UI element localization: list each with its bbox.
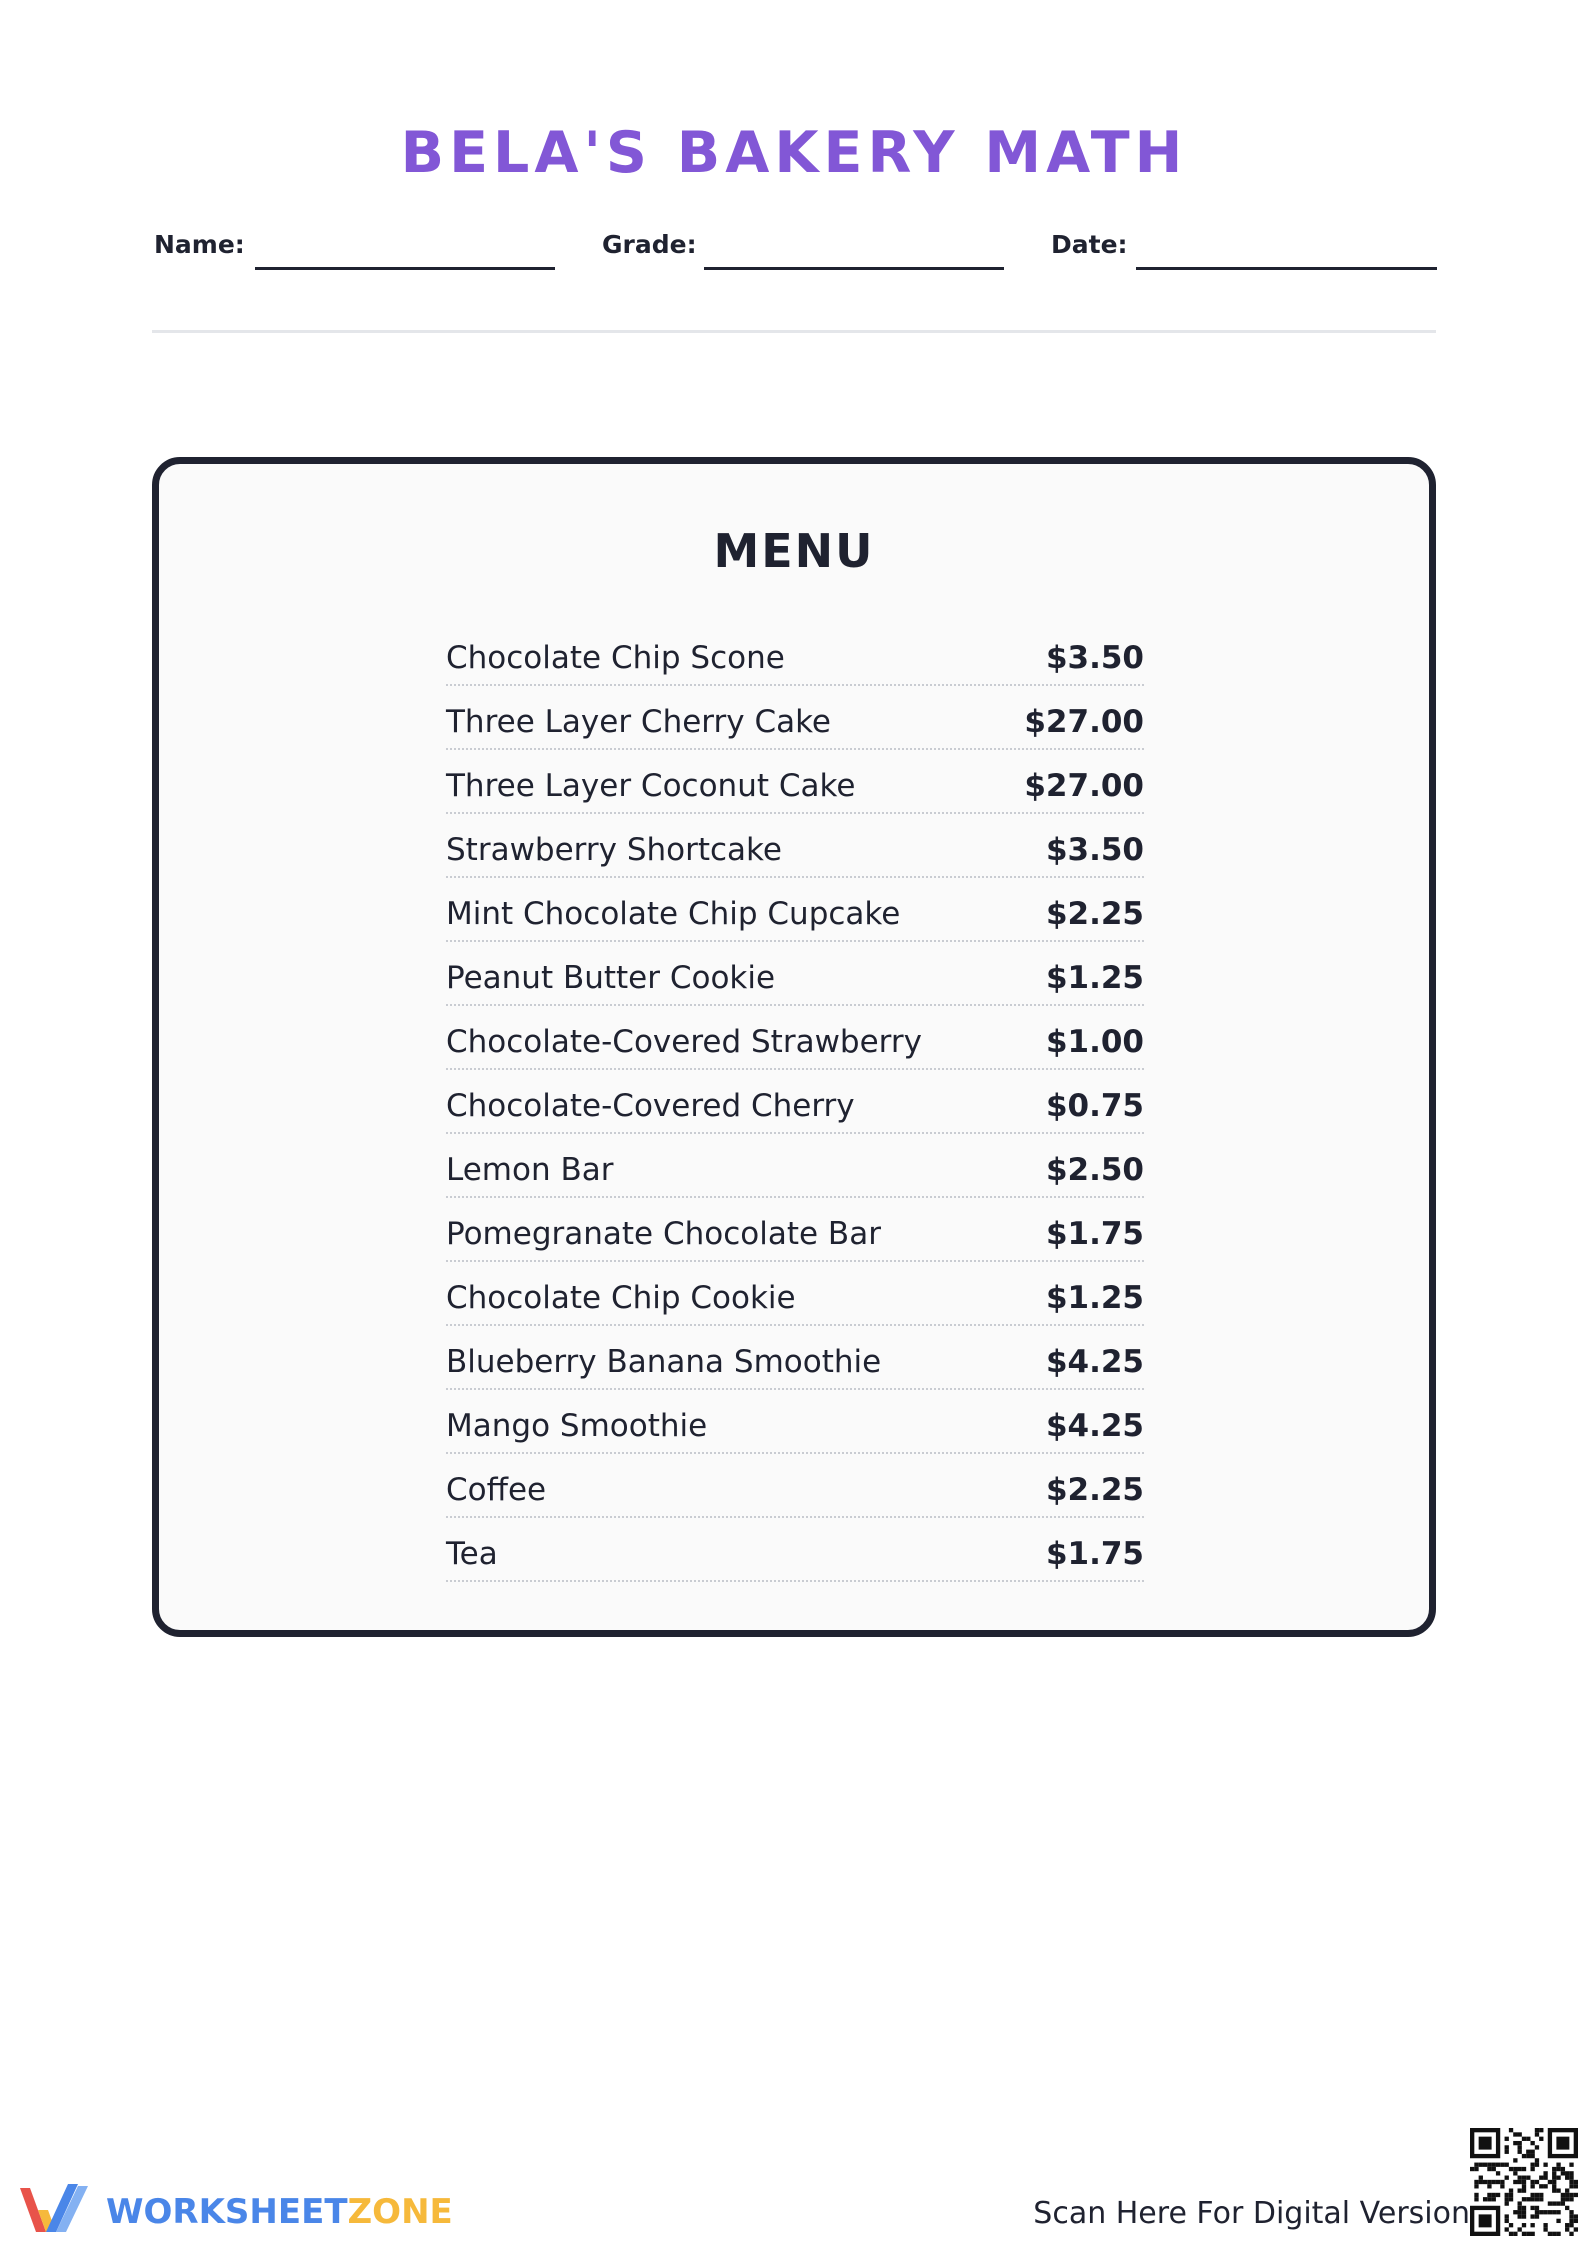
menu-item-name: Strawberry Shortcake xyxy=(446,832,782,868)
menu-item-price: $0.75 xyxy=(1045,1088,1144,1124)
grade-field xyxy=(602,226,1022,270)
name-label: Name: xyxy=(154,230,245,259)
menu-item-price: $27.00 xyxy=(1024,768,1144,804)
menu-item-price: $1.25 xyxy=(1045,1280,1144,1316)
menu-item-name: Three Layer Cherry Cake xyxy=(446,704,832,740)
menu-item-name: Blueberry Banana Smoothie xyxy=(446,1344,882,1380)
menu-item-row xyxy=(446,750,1144,814)
menu-item-row xyxy=(446,622,1144,686)
scan-instruction: Scan Here For Digital Version xyxy=(1033,2196,1470,2231)
logo-word-zone: ZONE xyxy=(347,2192,453,2232)
menu-item-name: Chocolate Chip Scone xyxy=(446,640,785,676)
menu-item-price: $1.00 xyxy=(1045,1024,1144,1060)
worksheetzone-logo-icon xyxy=(16,2180,94,2240)
menu-item-row xyxy=(446,1326,1144,1390)
menu-item-row xyxy=(446,1518,1144,1582)
logo-word-worksheet: WORKSHEET xyxy=(106,2192,348,2232)
name-input-line[interactable] xyxy=(255,267,555,270)
menu-item-name: Chocolate-Covered Strawberry xyxy=(446,1024,922,1060)
menu-item-price: $2.25 xyxy=(1045,896,1144,932)
menu-item-row xyxy=(446,1390,1144,1454)
worksheetzone-logo[interactable] xyxy=(16,2180,453,2240)
name-field xyxy=(154,226,534,270)
menu-list xyxy=(446,622,1144,1582)
menu-title: MENU xyxy=(713,524,875,578)
qr-code-icon[interactable] xyxy=(1470,2128,1578,2236)
menu-item-row xyxy=(446,878,1144,942)
menu-item-name: Three Layer Coconut Cake xyxy=(446,768,856,804)
logo-wordmark xyxy=(106,2192,453,2232)
student-info-fields xyxy=(154,226,1437,270)
menu-item-row xyxy=(446,1006,1144,1070)
menu-item-price: $1.75 xyxy=(1045,1216,1144,1252)
menu-item-name: Mint Chocolate Chip Cupcake xyxy=(446,896,901,932)
menu-item-price: $27.00 xyxy=(1024,704,1144,740)
menu-item-name: Mango Smoothie xyxy=(446,1408,708,1444)
header-divider xyxy=(152,330,1436,333)
menu-item-price: $2.25 xyxy=(1045,1472,1144,1508)
menu-item-price: $3.50 xyxy=(1045,640,1144,676)
menu-item-name: Peanut Butter Cookie xyxy=(446,960,776,996)
menu-item-row xyxy=(446,1198,1144,1262)
menu-item-price: $3.50 xyxy=(1045,832,1144,868)
menu-item-price: $4.25 xyxy=(1045,1344,1144,1380)
menu-card xyxy=(152,457,1436,1637)
grade-input-line[interactable] xyxy=(704,267,1004,270)
menu-item-price: $4.25 xyxy=(1045,1408,1144,1444)
menu-item-row xyxy=(446,1134,1144,1198)
menu-item-name: Chocolate Chip Cookie xyxy=(446,1280,796,1316)
menu-item-row xyxy=(446,1454,1144,1518)
date-label: Date: xyxy=(1051,230,1128,259)
menu-item-row xyxy=(446,1070,1144,1134)
menu-item-price: $1.75 xyxy=(1045,1536,1144,1572)
date-field xyxy=(1051,226,1437,270)
menu-item-row xyxy=(446,942,1144,1006)
worksheet-title: BELA'S BAKERY MATH xyxy=(400,120,1188,186)
menu-item-row xyxy=(446,814,1144,878)
date-input-line[interactable] xyxy=(1136,267,1437,270)
menu-item-row xyxy=(446,686,1144,750)
menu-item-price: $1.25 xyxy=(1045,960,1144,996)
menu-item-name: Lemon Bar xyxy=(446,1152,614,1188)
menu-item-price: $2.50 xyxy=(1045,1152,1144,1188)
menu-item-name: Tea xyxy=(446,1536,498,1572)
menu-item-name: Coffee xyxy=(446,1472,547,1508)
menu-item-name: Pomegranate Chocolate Bar xyxy=(446,1216,881,1252)
menu-item-name: Chocolate-Covered Cherry xyxy=(446,1088,855,1124)
grade-label: Grade: xyxy=(602,230,697,259)
menu-item-row xyxy=(446,1262,1144,1326)
